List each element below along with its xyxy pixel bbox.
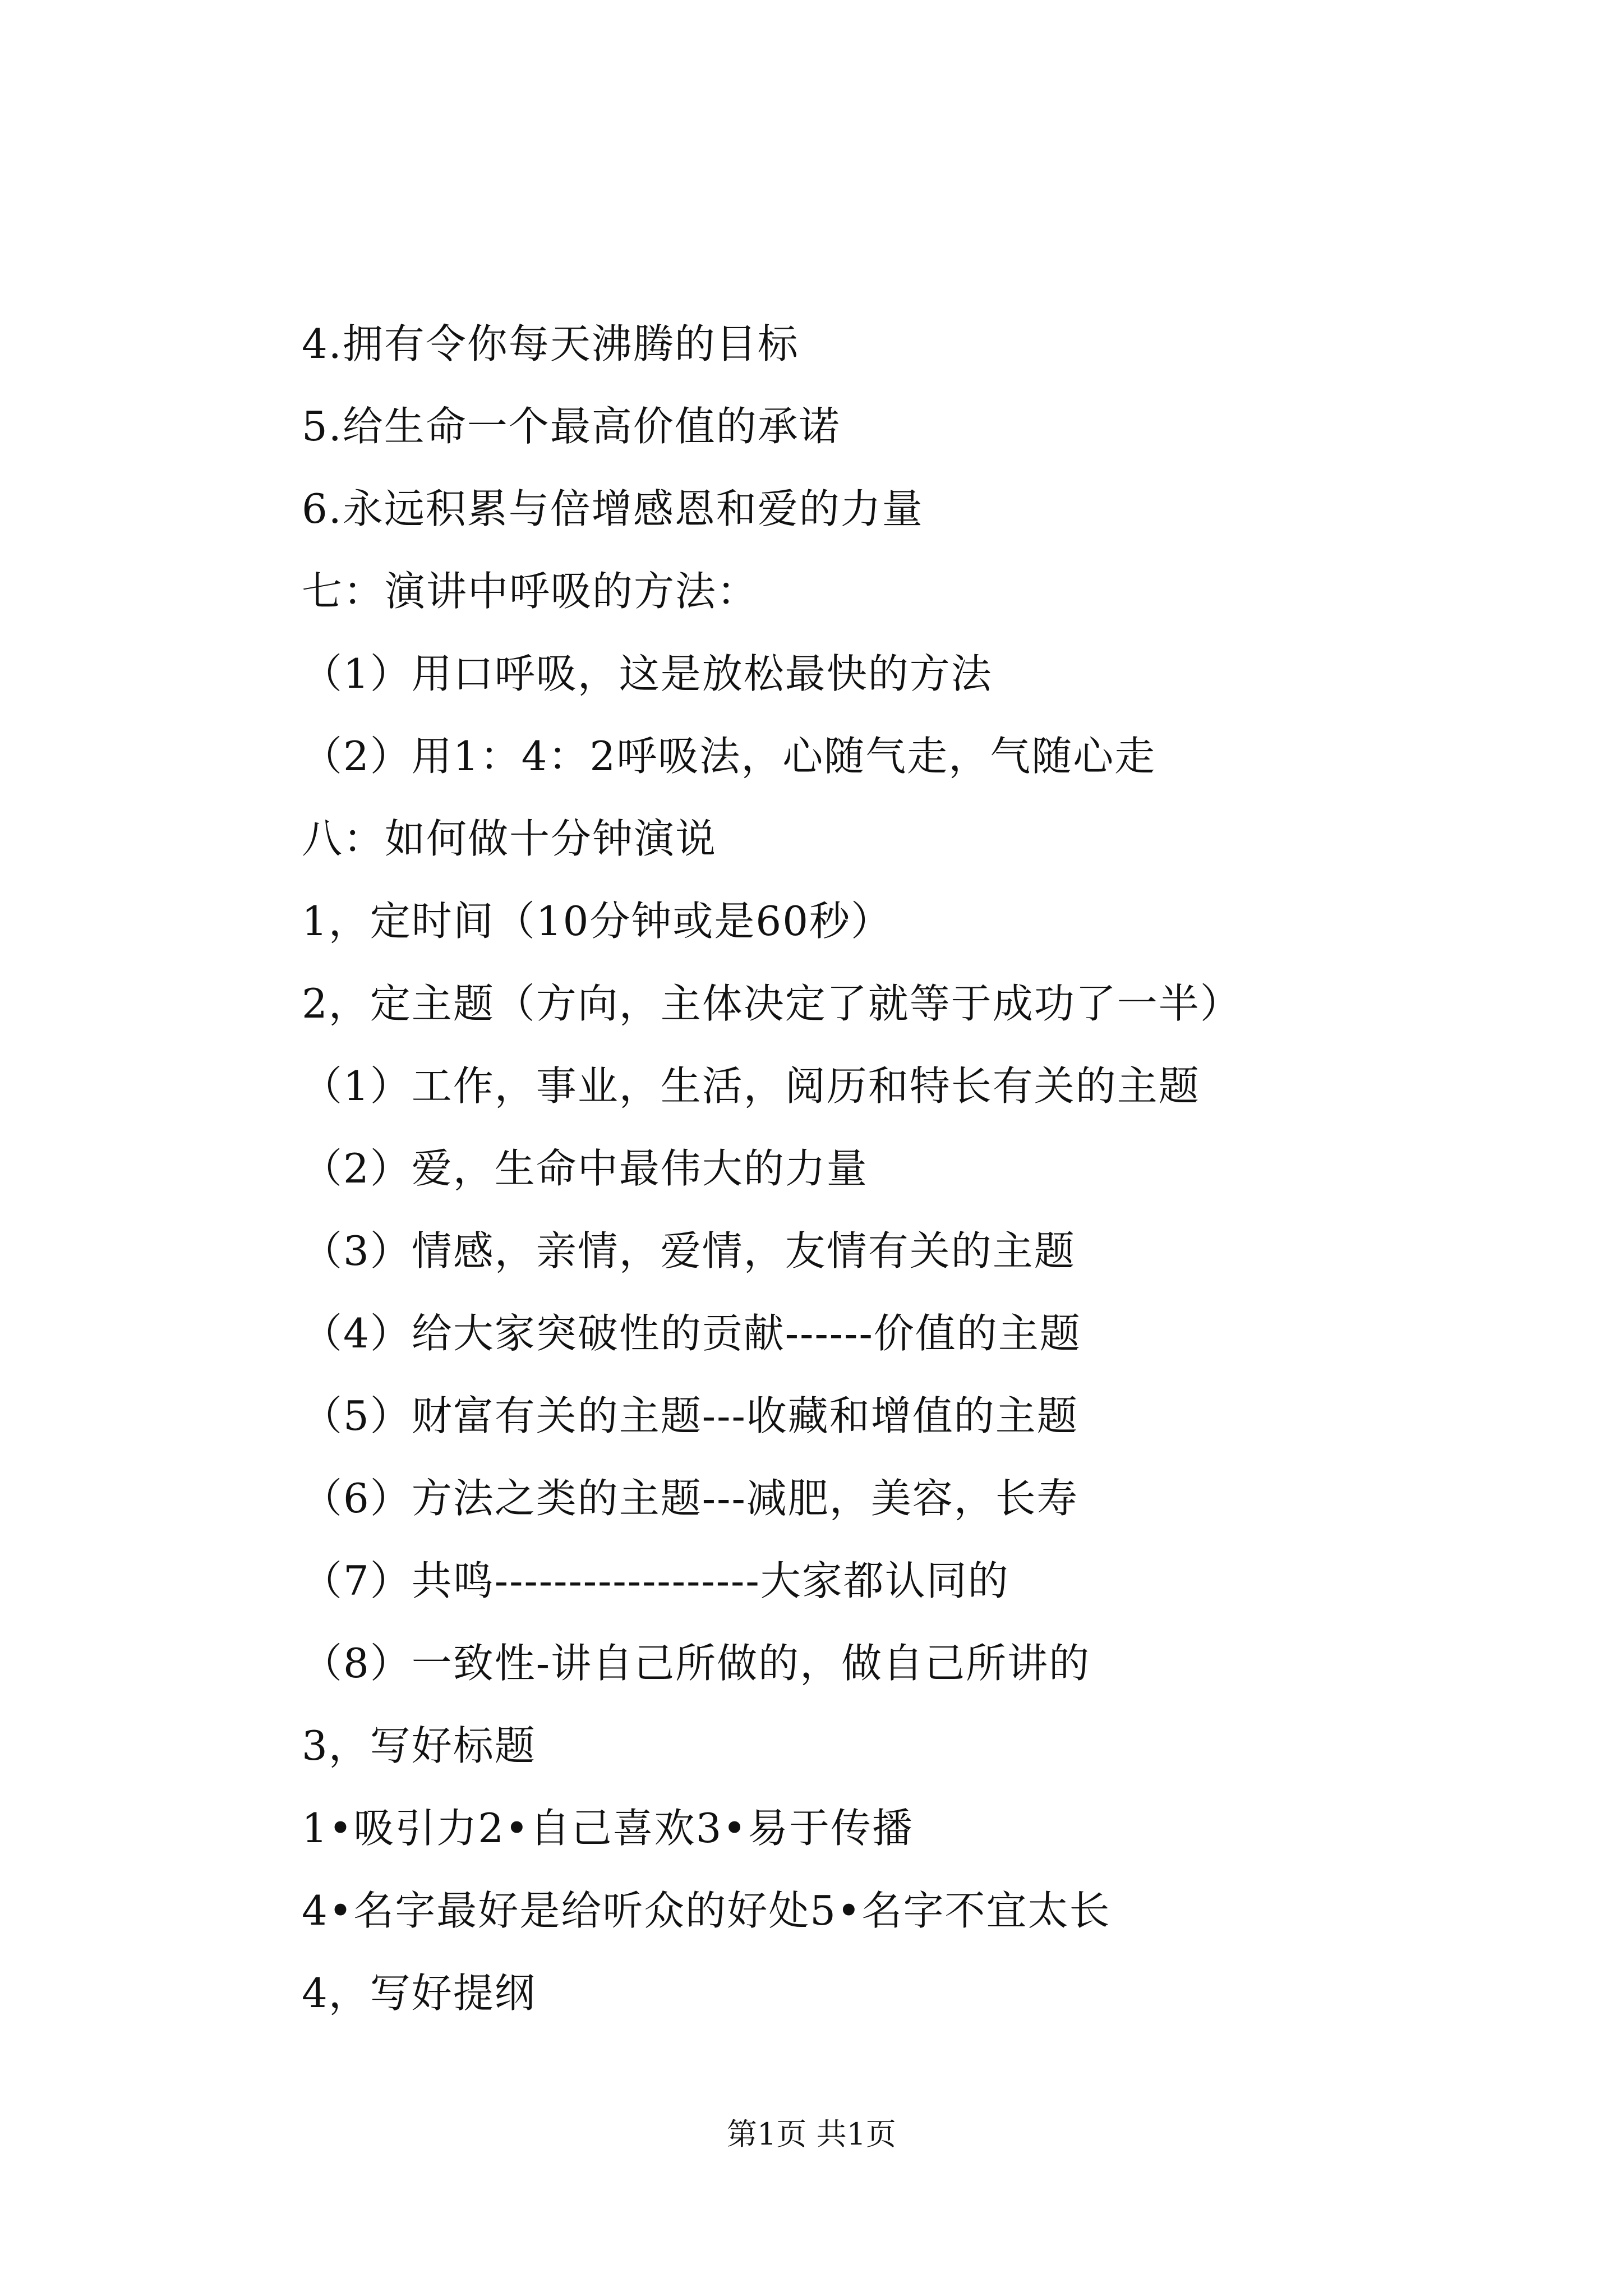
text-line: （3）情感，亲情，爱情，友情有关的主题	[302, 1227, 1076, 1274]
text-line: （2）用1：4：2呼吸法，心随气走，气随心走	[302, 733, 1156, 780]
text-line: 3，写好标题	[302, 1722, 536, 1769]
text-line: （7）共鸣------------------大家都认同的	[302, 1557, 1009, 1604]
section-heading: 七：演讲中呼吸的方法：	[302, 568, 759, 615]
text-line: 1•吸引力2•自己喜欢3•易于传播	[302, 1805, 914, 1852]
text-line: （1）用口呼吸，这是放松最快的方法	[302, 650, 993, 697]
text-line: （8）一致性-讲自己所做的，做自己所讲的	[302, 1640, 1091, 1687]
document-body	[302, 303, 1479, 2035]
text-line: （4）给大家突破性的贡献------价值的主题	[302, 1310, 1081, 1357]
text-line: 6.永远积累与倍增感恩和爱的力量	[302, 485, 924, 532]
section-heading: 八：如何做十分钟演说	[302, 815, 717, 862]
text-line: 4•名字最好是给听众的好处5•名字不宜太长	[302, 1887, 1111, 1934]
text-line: 1，定时间（10分钟或是60秒）	[302, 898, 893, 945]
text-line: （5）财富有关的主题---收藏和增值的主题	[302, 1392, 1078, 1439]
text-line: （2）爱，生命中最伟大的力量	[302, 1145, 868, 1192]
text-line: 4，写好提纲	[302, 1970, 536, 2017]
text-line: （1）工作，事业，生活，阅历和特长有关的主题	[302, 1062, 1200, 1110]
page-footer: 第1页 共1页	[727, 2116, 896, 2152]
text-line: 2，定主题（方向，主体决定了就等于成功了一半）	[302, 980, 1242, 1027]
text-line: 5.给生命一个最高价值的承诺	[302, 403, 841, 450]
text-line: （6）方法之类的主题---减肥，美容，长寿	[302, 1475, 1078, 1522]
text-line: 4.拥有令你每天沸腾的目标	[302, 320, 799, 367]
